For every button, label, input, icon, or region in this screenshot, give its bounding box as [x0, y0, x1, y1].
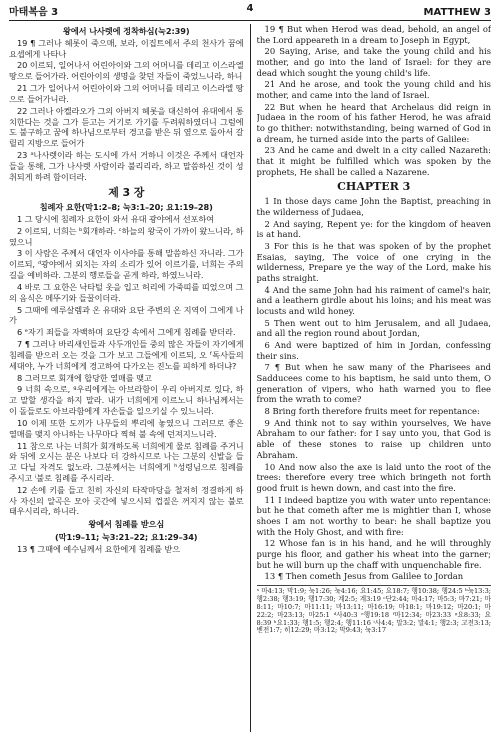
verse: 6 ᵉ자기 죄들을 자백하며 요단강 속에서 그에게 침례를 받더라.: [17, 327, 236, 338]
verse: 13 ¶ Then cometh Jesus from Galilee to Jordan: [264, 571, 464, 582]
korean-column: [9, 24, 244, 732]
english-verses: [257, 24, 492, 582]
verse: 12 Whose fan is in his hand, and he will throughly purge his floor, and gather his wheat into the garner; but he will burn up the chaff with unquenchable fire.: [256, 538, 491, 570]
verse: 9 너희 속으로, ᵍ우리에게는 아브라함이 우리 아버지로 있다, 하고 말할 생각을 하지 말라. 내가 너희에게 이르노니 하나님께서는 이 돌들로도 아브라함에게 자손들을 일으키실 수 있느니라.: [9, 384, 244, 417]
column-divider: [250, 24, 251, 732]
verse: 10 And now also the axe is laid unto the root of the trees: therefore every tree which bringeth not forth good fruit is hewn down, and cast into the fire.: [256, 461, 491, 493]
verse: 10 이제 또한 도끼가 나무들의 뿌리에 놓였으니 그러므로 좋은 열매를 맺지 아니하는 나무마다 찍혀 불 속에 던져지느니라.: [9, 417, 244, 439]
section-heading: 왕에서 침례를 받으심: [88, 519, 165, 530]
chapter-heading: CHAPTER 3: [337, 180, 411, 194]
verse: 11 I indeed baptize you with water unto repentance: but he that cometh after me is mightier than I, whose shoes I am not worthy to bear: he shall baptize you with the Holy Ghost, and with fire:: [256, 494, 491, 537]
section-heading: (막1:9–11; 눅3:21–22; 요1:29–34): [55, 532, 198, 543]
section-heading: 왕에서 나사렛에 정착하심(눅2:39): [63, 26, 190, 36]
header-book-korean: 마태복음 3: [9, 7, 59, 18]
verse: 4 And the same John had his raiment of camel's hair, and a leathern girdle about his loins; and his meat was locusts and wild honey.: [256, 284, 491, 317]
verse: 20 이르되, 일어나서 어린아이와 그의 어머니를 데리고 이스라엘 땅으로 들어가라. 어린아이의 생명을 찾던 자들이 죽었느니라, 하니: [9, 60, 244, 82]
header-book-english: MATTHEW 3: [423, 7, 491, 18]
verse: 8 그러므로 회개에 합당한 열매를 맺고: [17, 372, 152, 383]
chapter-heading: 제 3 장: [108, 185, 145, 199]
verse: 1 그 당시에 침례자 요한이 와서 유대 광야에서 선포하여: [17, 213, 214, 224]
verse: 7 ¶ But when he saw many of the Pharisees and Sadducees come to his baptism, he said unto them, O generation of vipers, who hath warned you to flee from the wrath to come?: [256, 362, 491, 405]
verse: 3 For this is he that was spoken of by the prophet Esaias, saying, The voice of one crying in the wilderness, Prepare ye the way of the Lord, make his paths straight.: [256, 241, 491, 284]
verse: 22 But when he heard that Archelaus did reign in Judaea in the room of his father Herod, he was afraid to go thither: notwithstanding, being warned of God in a dream, he turned aside into the parts of Galilee:: [256, 101, 491, 144]
verse: 21 And he arose, and took the young child and his mother, and came into the land of Israel.: [256, 79, 491, 101]
verse: 23 ᵃ나사렛이라 하는 도시에 가서 거하니 이것은 주께서 대언자들을 통해, 그가 나사렛 사람이라 불리리라, 하고 말씀하신 것이 성취되게 하려 함이더라.: [9, 150, 244, 182]
verse: 2 And saying, Repent ye: for the kingdom of heaven is at hand.: [256, 218, 491, 240]
verse: 9 And think not to say within yourselves, We have Abraham to our father: for I say unto you, that God is able of these stones to raise up children unto Abraham.: [256, 417, 491, 460]
verse: 12 손에 키를 들고 친히 자신의 타작마당을 철저히 정결하게 하사 자신의 알곡은 모아 곳간에 넣으시되 껍질은 꺼지지 않는 불로 태우시리라, 하니라.: [9, 484, 244, 517]
verse: 23 And he came and dwelt in a city called Nazareth: that it might be fulfilled which was spoken by the prophets, He shall be called a Nazarene.: [256, 145, 491, 177]
verse: 11 참으로 나는 너희가 회개하도록 너희에게 물로 침례를 주거니와 뒤에 오시는 분은 나보다 더 강하시므로 나는 그분의 신발을 들고 다닐 자격도 없노라. 그분께서는 너희에게 ʰ성령님으로 침례를 주시고 ⁱ불로 침례를 주시리라.: [9, 440, 244, 483]
section-heading: 침례자 요한(막1:2–8; 눅3:1–20; 요1:19–28): [39, 202, 213, 213]
verse: 13 ¶ 그때에 예수님께서 요한에게 침례를 받으: [17, 543, 181, 554]
verse: 4 바로 그 요한은 낙타털 옷을 입고 허리에 가죽띠를 띠었으며 그의 음식은 메뚜기와 들꿀이더라.: [9, 281, 244, 303]
verse: 6 And were baptized of him in Jordan, confessing their sins.: [256, 340, 491, 361]
two-column-body: [9, 24, 491, 732]
verse: 7 ¶ 그러나 바리새인들과 사두개인들 중의 많은 자들이 자기에게 침례를 받으러 오는 것을 그가 보고 그들에게 이르되, 오 ᶠ독사들의 세대야, 누가 너희에게 경고하여 다가오는 진노를 피하게 하더냐?: [9, 339, 244, 371]
english-column: [257, 24, 492, 732]
page-header: [9, 0, 491, 21]
verse: 19 ¶ 그러나 헤롯이 죽으매, 보라, 이집트에서 주의 천사가 꿈에 요셉에게 나타나: [9, 37, 244, 59]
verse: 8 Bring forth therefore fruits meet for repentance:: [264, 406, 480, 417]
verse: 22 그러나 아켈라오가 그의 아버지 헤롯을 대신하여 유대에서 통치한다는 것을 그가 듣고는 거기로 가기를 두려워하였더니 그럼에도 불구하고 꿈에 하나님으로부터 경고를 받은 뒤 옆으로 돌아서 갈릴리 지방으로 들어가: [9, 105, 244, 149]
verse: 3 이 사람은 주께서 대언자 이사야를 통해 말씀하신 자니라. 그가 이르되, ᵈ광야에서 외치는 자의 소리가 있어 이르기를, 너희는 주의 길을 예비하라. 그분의 행로들을 곧게 하라, 하였느니라.: [9, 248, 244, 281]
page-number: 4: [246, 3, 254, 14]
verse: 1 In those days came John the Baptist, preaching in the wilderness of Judaea,: [256, 196, 491, 218]
verse: 19 ¶ But when Herod was dead, behold, an angel of the Lord appeareth in a dream to Joseph in Egypt,: [256, 24, 491, 45]
verse: 21 그가 일어나서 어린아이와 그의 어머니를 데리고 이스라엘 땅으로 들어가니라.: [9, 83, 244, 104]
verse: 5 그때에 예루살렘과 온 유대와 요단 주변의 온 지역이 그에게 나가: [9, 304, 244, 326]
verse: 5 Then went out to him Jerusalem, and all Judaea, and all the region round about Jordan,: [256, 317, 491, 339]
verse: 2 이르되, 너희는 ᵇ회개하라. ᶜ하늘의 왕국이 가까이 왔느니라, 하였으니: [9, 225, 244, 247]
footnote-references: ᵃ 마4:13; 막1:9; 눅1:26; 눅4:16; 요1:45; 요18:7; 행10:38; 행24:5 ᵇ눅13:3; 행2:38; 행3:19; 행17:30; 계2:5; 계3:19 ᶜ단2:44; 마4:17; 마5:3; 마7:21; 마8:11; 마10:7; 마11:11; 마13:11; 마16:19; 마18:1; 마19:12; 마20:1; 마22:2; 마23:13; 마25:1 ᵈ사40:3 ᵉ행19:18 ᶠ마12:34; 마23:33 ᵍ요8:33; 요8:39 ʰ요1:33; 행1:5; 행2:4; 행11:16 ⁱ사4:4; 말3:2; 말4:1; 행2:3; 고전3:13; 벧전1:7; 히12:29; 마3:12; 막9:43; 눅3:17: [256, 586, 491, 635]
verse: 20 Saying, Arise, and take the young child and his mother, and go into the land of Israel: for they are dead which sought the young child's life.: [256, 46, 491, 78]
